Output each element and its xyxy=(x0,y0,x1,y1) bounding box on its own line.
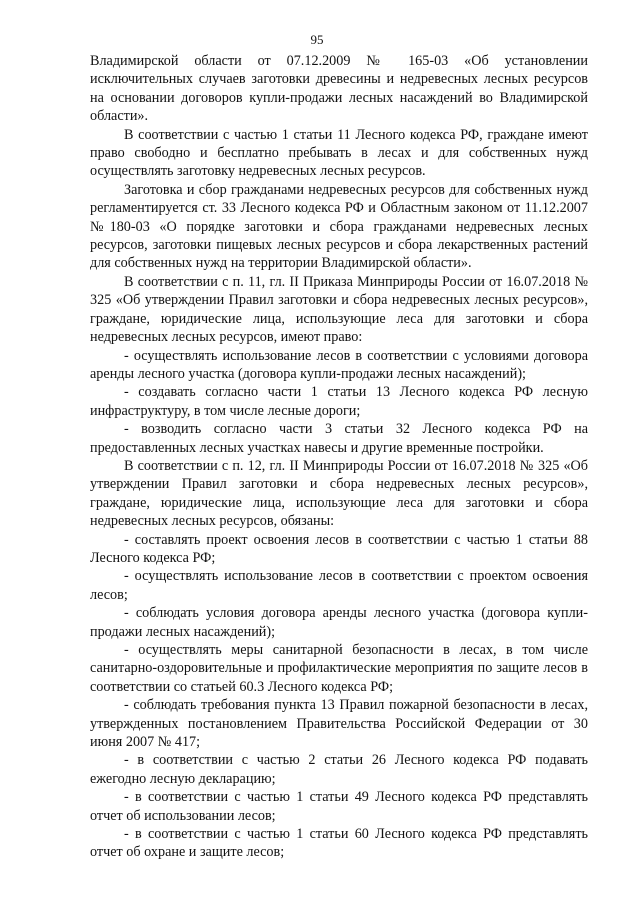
paragraph-continuation: Владимирской области от 07.12.2009 № 165-03 «Об установлении исключительных случаев заготовки древесины и недревесных лесных ресурсов на основании договоров купли-продажи лесных насаждений во Владимирской области». xyxy=(90,53,588,125)
list-item-right: - осуществлять использование лесов в соответствии с условиями договора аренды лесного участка (договора купли-продажи лесных насаждений); xyxy=(90,347,588,382)
list-item-obligation: - соблюдать условия договора аренды лесного участка (договора купли-продажи лесных насаждений); xyxy=(90,605,588,640)
paragraph-regulation: Заготовка и сбор гражданами недревесных ресурсов для собственных нужд регламентируется ст. 33 Лесного кодекса РФ и Областным законом от 11.12.2007 №180-03 «О порядке заготовки и сбора гражданами недревесных лесных ресурсов, заготовки пищевых лесных ресурсов и сбора лекарственных растений для собственных нужд на территории Владимирской области». xyxy=(90,181,588,272)
paragraph-citizens-rights: В соответствии с частью 1 статьи 11 Лесного кодекса РФ, граждане имеют право свободно и бесплатно пребывать в лесах и для собственных нужд осуществлять заготовку недревесных лесных ресурсов. xyxy=(90,126,588,180)
list-item-obligation: - составлять проект освоения лесов в соответствии с частью 1 статьи 88 Лесного кодекса РФ; xyxy=(90,531,588,566)
list-item-obligation: - соблюдать требования пункта 13 Правил пожарной безопасности в лесах, утвержденных постановлением Правительства Российской Федерации от 30 июня 2007 № 417; xyxy=(90,697,588,751)
list-item-right: - возводить согласно части 3 статьи 32 Лесного кодекса РФ на предоставленных лесных участках навесы и другие временные постройки. xyxy=(90,421,588,456)
document-body xyxy=(90,52,588,862)
page-number: 95 xyxy=(310,32,324,47)
paragraph-obligations-intro: В соответствии с п. 12, гл. II Минприроды России от 16.07.2018 № 325 «Об утверждении Правил заготовки и сбора недревесных лесных ресурсов», граждане, юридические лица, использующие леса для заготовки и сбора недревесных лесных ресурсов, обязаны: xyxy=(90,457,588,530)
list-item-obligation: - в соответствии с частью 1 статьи 49 Лесного кодекса РФ представлять отчет об использовании лесов; xyxy=(90,789,588,824)
list-item-obligation: - осуществлять меры санитарной безопасности в лесах, в том числе санитарно-оздоровительные и профилактические мероприятия по защите лесов в соответствии со статьей 60.3 Лесного кодекса РФ; xyxy=(90,642,588,695)
list-item-obligation: - в соответствии с частью 1 статьи 60 Лесного кодекса РФ представлять отчет об охране и защите лесов; xyxy=(90,826,588,861)
list-item-right: - создавать согласно части 1 статьи 13 Лесного кодекса РФ лесную инфраструктуру, в том числе лесные дороги; xyxy=(90,384,588,419)
list-item-obligation: - в соответствии с частью 2 статьи 26 Лесного кодекса РФ подавать ежегодно лесную декларацию; xyxy=(90,752,588,787)
paragraph-rights-intro: В соответствии с п. 11, гл. II Приказа Минприроды России от 16.07.2018 № 325 «Об утверждении Правил заготовки и сбора недревесных лесных ресурсов», граждане, юридические лица, использующие леса для заготовки и сбора недревесных лесных ресурсов, имеют право: xyxy=(90,273,588,346)
list-item-obligation: - осуществлять использование лесов в соответствии с проектом освоения лесов; xyxy=(90,568,588,603)
